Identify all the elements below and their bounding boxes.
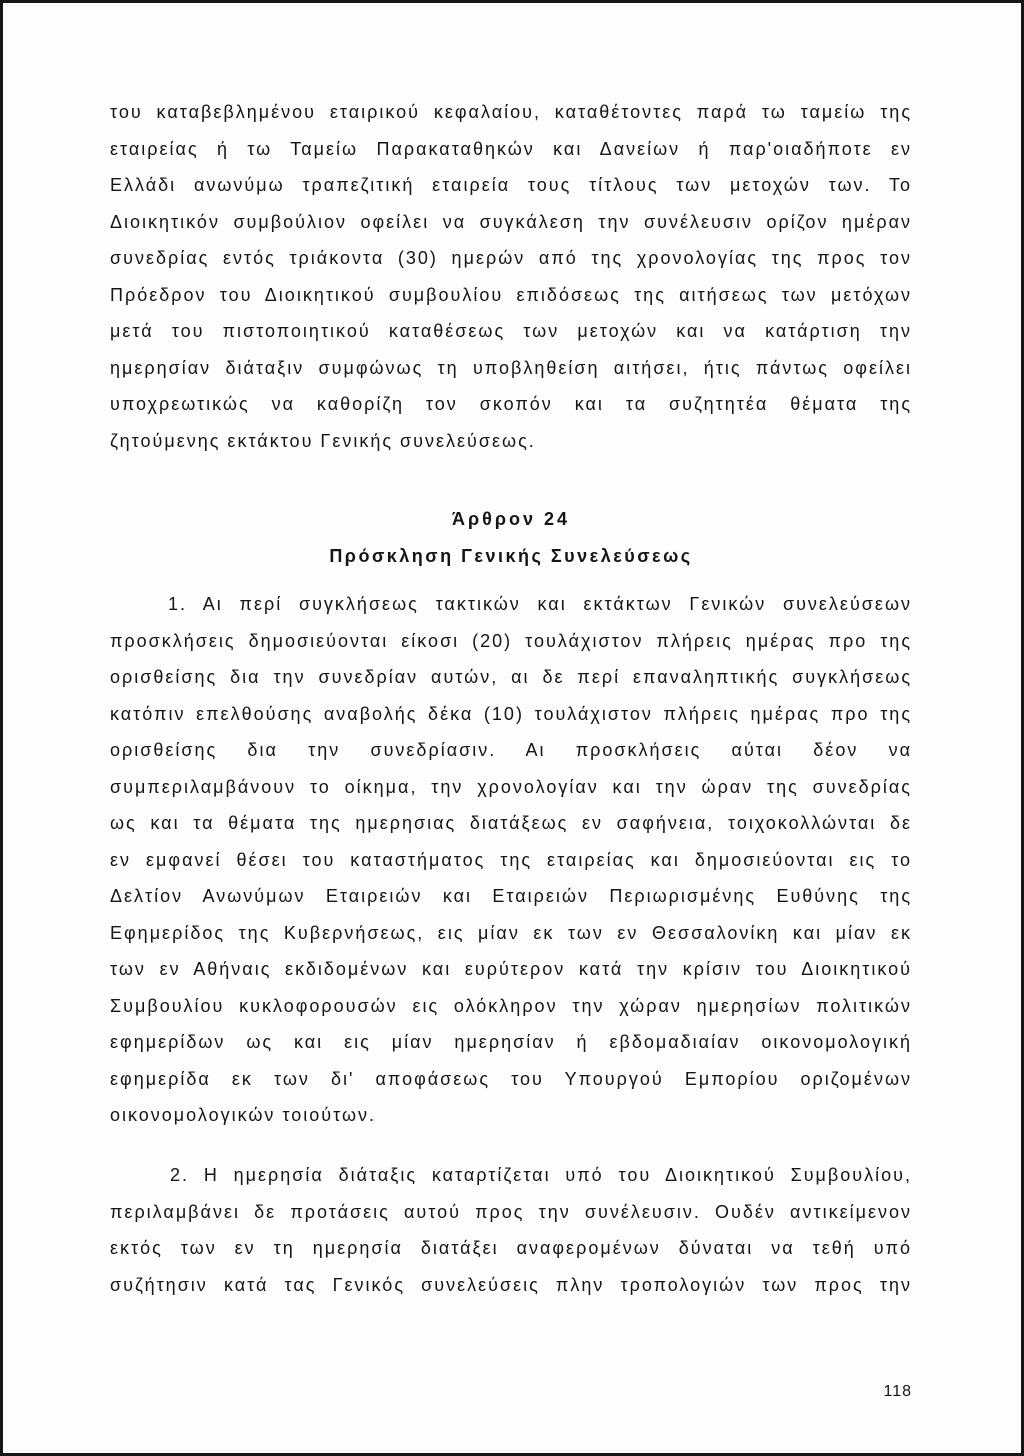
- body-text-line: Εφημερίδος της Κυβερνήσεως, εις μίαν εκ των εν Θεσσαλονίκη και μίαν εκ: [110, 922, 912, 943]
- body-text-line: 1. Αι περί συγκλήσεως τακτικών και εκτάκτων Γενικών συνελεύσεων: [168, 594, 912, 614]
- body-text-line: ημερησίαν διάταξιν συμφώνως τη υποβληθείση αιτήσει, ήτις πάντως οφείλει: [110, 357, 912, 378]
- body-text-line: εκτός των εν τη ημερησία διατάξει αναφερομένων δύναται να τεθή υπό: [110, 1238, 912, 1258]
- body-text-line: συνεδρίας εντός τριάκοντα (30) ημερών από της χρονολογίας της προς τον: [110, 248, 912, 268]
- body-text-line: εφημερίδα εκ των δι' αποφάσεως του Υπουργού Εμπορίου οριζομένων: [110, 1068, 912, 1089]
- body-text-line: ορισθείσης δια την συνεδρίαν αυτών, αι δε περί επαναληπτικής συγκλήσεως: [110, 667, 912, 687]
- body-text-line: προσκλήσεις δημοσιεύονται είκοσι (20) τουλάχιστον πλήρεις ημέρας προ της: [110, 630, 912, 651]
- body-text-line: Πρόεδρον του Διοικητικού συμβουλίου επιδόσεως της αιτήσεως των μετόχων: [110, 284, 912, 305]
- page-number: 118: [883, 1383, 912, 1400]
- paragraph-2: [110, 1157, 912, 1303]
- body-text-line: Διοικητικόν συμβούλιον οφείλει να συγκάλεση την συνέλευσιν ορίζον ημέραν: [110, 211, 912, 232]
- article-title: Άρθρον 24: [451, 509, 571, 529]
- article-heading: [110, 501, 912, 574]
- body-text-line: εφημερίδων ως και εις μίαν ημερησίαν ή εβδομαδιαίαν οικονομολογική: [110, 1032, 912, 1052]
- body-text-line: ως και τα θέματα της ημερησιας διατάξεως εν σαφήνεια, τοιχοκολλώνται δε: [110, 813, 912, 833]
- body-text-line: συμπεριλαμβάνουν το οίκημα, την χρονολογίαν και την ώραν της συνεδρίας: [110, 776, 912, 797]
- body-text-line: υποχρεωτικώς να καθορίζη τον σκοπόν και τα συζητητέα θέματα της: [110, 394, 912, 414]
- body-text-line: οικονομολογικών τοιούτων.: [110, 1105, 377, 1125]
- intro-paragraph: [110, 94, 912, 459]
- body-text-line: εν εμφανεί θέσει του καταστήματος της εταιρείας και δημοσιεύονται εις το: [110, 849, 912, 870]
- body-text-line: Δελτίον Ανωνύμων Εταιρειών και Εταιρειών Περιωρισμένης Ευθύνης της: [110, 886, 912, 906]
- body-text-line: των εν Αθήναις εκδιδομένων και ευρύτερον κατά την κρίσιν του Διοικητικού: [110, 959, 912, 979]
- article-subtitle: Πρόσκληση Γενικής Συνελεύσεως: [329, 545, 693, 566]
- body-text-line: ζητούμενης εκτάκτου Γενικής συνελεύσεως.: [110, 430, 536, 451]
- paragraph-1: [110, 586, 912, 1134]
- body-text-line: του καταβεβλημένου εταιρικού κεφαλαίου, καταθέτοντες παρά τω ταμείω της: [110, 102, 912, 122]
- body-text-line: εταιρείας ή τω Ταμείω Παρακαταθηκών και Δανείων ή παρ'οιαδήποτε εν: [110, 138, 912, 159]
- body-text-line: κατόπιν επελθούσης αναβολής δέκα (10) τουλάχιστον πλήρεις ημέρας προ της: [110, 703, 912, 724]
- body-text-line: 2. Η ημερησία διάταξις καταρτίζεται υπό του Διοικητικού Συμβουλίου,: [170, 1165, 912, 1185]
- body-text-line: Συμβουλίου κυκλοφορουσών εις ολόκληρον την χώραν ημερησίων πολιτικών: [110, 995, 912, 1016]
- body-text-line: συζήτησιν κατά τας Γενικός συνελεύσεις πλην τροπολογιών των προς την: [110, 1274, 912, 1295]
- body-text-line: ορισθείσης δια την συνεδρίασιν. Αι προσκλήσεις αύται δέον να: [110, 740, 912, 760]
- body-text-line: περιλαμβάνει δε προτάσεις αυτού προς την συνέλευσιν. Ουδέν αντικείμενον: [110, 1201, 912, 1222]
- body-text-line: Ελλάδι ανωνύμω τραπεζιτική εταιρεία τους τίτλους των μετοχών των. Το: [110, 175, 912, 195]
- body-text-line: μετά του πιστοποιητικού καταθέσεως των μετοχών και να κατάρτιση την: [110, 321, 912, 341]
